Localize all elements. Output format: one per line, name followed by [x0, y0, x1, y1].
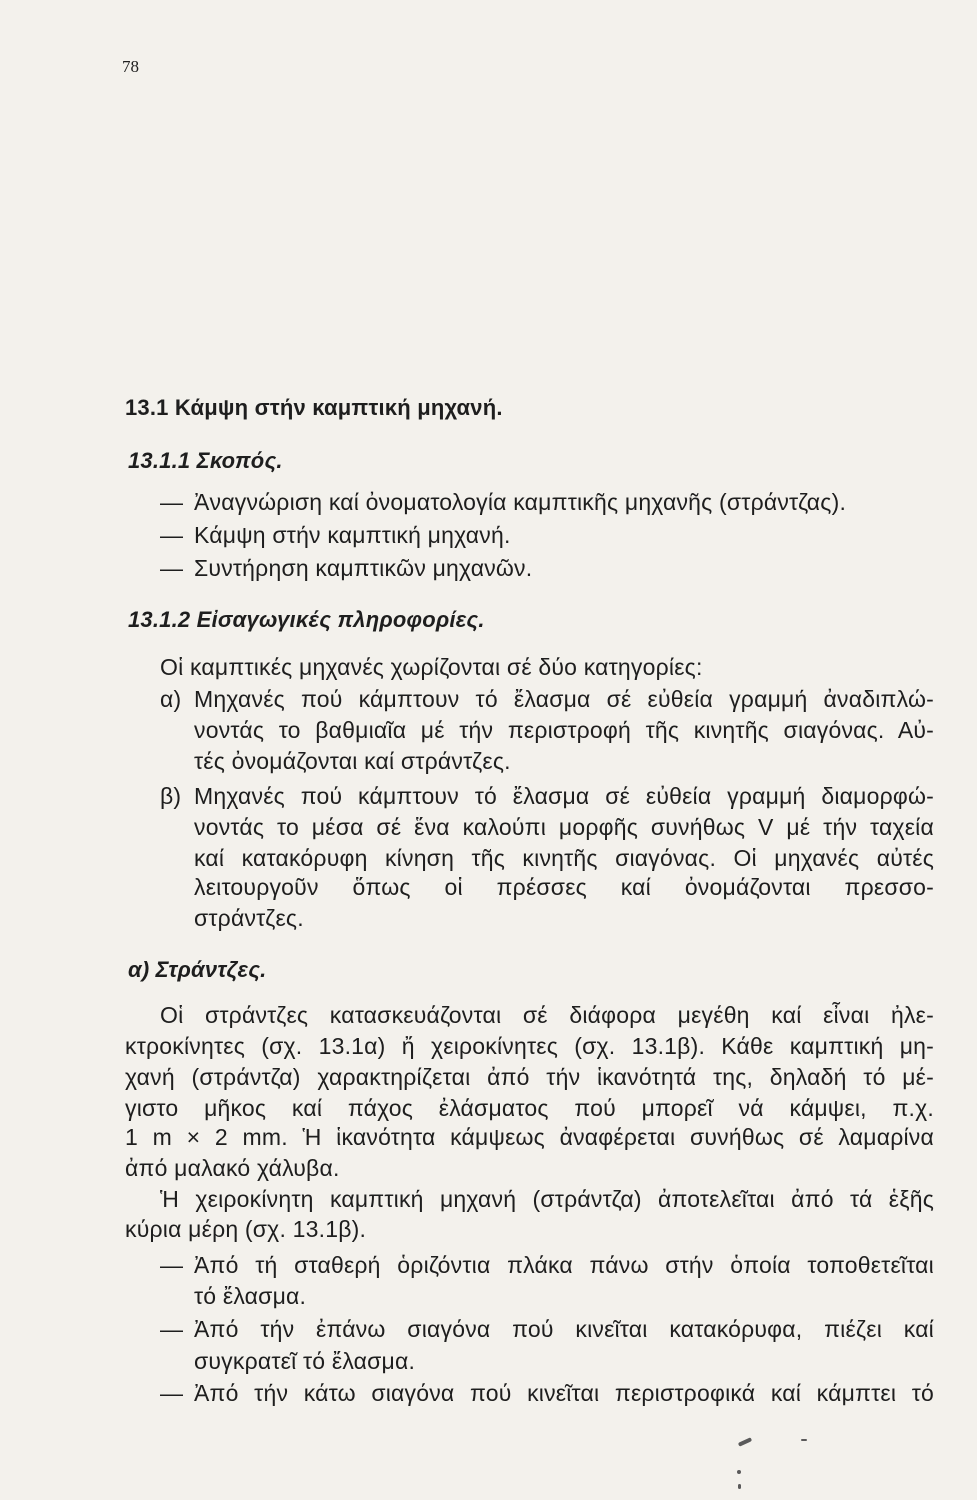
dash: — — [160, 522, 184, 548]
intro-heading: 13.1.2 Εἰσαγωγικές πληροφορίες. — [128, 607, 485, 632]
item-a-label: α) — [160, 686, 182, 712]
scan-speck — [738, 1484, 741, 1489]
scope-item-text: Συντήρηση καμπτικῶν μηχανῶν. — [194, 555, 533, 581]
part-item — [160, 1314, 194, 1344]
paragraph-line: χανή (στράντζα) χαρακτηρίζεται ἀπό τήν ἱκανότητά της, δηλαδή τό μέ- — [125, 1064, 934, 1090]
item-b-line: Μηχανές πού κάμπτουν τό ἔλασμα σέ εὐθεία γραμμή διαμορφώ- — [194, 783, 934, 809]
part-item — [160, 1250, 194, 1280]
dash: — — [160, 555, 184, 581]
dash: — — [160, 489, 184, 515]
scope-item — [160, 487, 846, 517]
item-a-line: Μηχανές πού κάμπτουν τό ἔλασμα σέ εὐθεία γραμμή ἀναδιπλώ- — [194, 686, 934, 712]
item-b-line: στράντζες. — [194, 905, 304, 931]
dash: — — [160, 1252, 184, 1278]
part-line: συγκρατεῖ τό ἔλασμα. — [194, 1348, 416, 1374]
part-line: Ἀπό τήν κάτω σιαγόνα πού κινεῖται περιστροφικά καί κάμπτει τό — [194, 1380, 934, 1406]
part-line: τό ἔλασμα. — [194, 1283, 307, 1309]
strantzes-heading: α) Στράντζες. — [128, 957, 267, 982]
item-b-label: β) — [160, 783, 182, 809]
paragraph-line: Οἱ στράντζες κατασκευάζονται σέ διάφορα μεγέθη καί εἶναι ἠλε- — [160, 1002, 934, 1028]
scan-speck — [737, 1470, 741, 1474]
paragraph-line: κύρια μέρη (σχ. 13.1β). — [125, 1216, 367, 1242]
item-b-line: νοντάς το μέσα σέ ἕνα καλούπι μορφῆς συνήθως V μέ τήν ταχεία — [194, 814, 934, 840]
part-line: Ἀπό τή σταθερή ὁριζόντια πλάκα πάνω στήν ὁποία τοποθετεῖται — [194, 1252, 934, 1278]
section-title: 13.1 Κάμψη στήν καμπτική μηχανή. — [125, 395, 503, 420]
dash: — — [160, 1380, 184, 1406]
scan-speck — [801, 1439, 807, 1441]
item-a-line: τές ὀνομάζονται καί στράντζες. — [194, 748, 511, 774]
item-a-line: νοντάς το βαθμιαῖα μέ τήν περιστροφή τῆς κινητῆς σιαγόνας. Αὐ- — [194, 717, 934, 743]
part-item — [160, 1378, 194, 1408]
scope-item — [160, 520, 511, 550]
paragraph-line: 1 m × 2 mm. Ἡ ἱκανότητα κάμψεως ἀναφέρεται συνήθως σέ λαμαρίνα — [125, 1124, 934, 1150]
dash: — — [160, 1316, 184, 1342]
part-line: Ἀπό τήν ἐπάνω σιαγόνα πού κινεῖται κατακόρυφα, πιέζει καί — [194, 1316, 934, 1342]
page-number: 78 — [122, 57, 139, 76]
scope-item-text: Κάμψη στήν καμπτική μηχανή. — [194, 522, 511, 548]
scope-item-text: Ἀναγνώριση καί ὀνοματολογία καμπτικῆς μηχανῆς (στράντζας). — [194, 489, 847, 515]
intro-lead: Οἱ καμπτικές μηχανές χωρίζονται σέ δύο κατηγορίες: — [160, 654, 703, 680]
paragraph-line: γιστο μῆκος καί πάχος ἐλάσματος πού μπορεῖ νά κάμψει, π.χ. — [125, 1095, 934, 1121]
scope-item — [160, 553, 532, 583]
item-b-line: λειτουργοῦν ὅπως οἱ πρέσσες καί ὀνομάζονται πρεσσο- — [194, 874, 934, 900]
paragraph-line: Ἡ χειροκίνητη καμπτική μηχανή (στράντζα) ἀποτελεῖται ἀπό τά ἑξῆς — [160, 1186, 934, 1212]
paragraph-line: κτροκίνητες (σχ. 13.1α) ἤ χειροκίνητες (σχ. 13.1β). Κάθε καμπτική μη- — [125, 1033, 934, 1059]
scan-speck — [738, 1437, 752, 1447]
item-b-line: καί κατακόρυφη κίνηση τῆς κινητῆς σιαγόνας. Οἱ μηχανές αὐτές — [194, 845, 934, 871]
paragraph-line: ἀπό μαλακό χάλυβα. — [125, 1155, 340, 1181]
scope-heading: 13.1.1 Σκοπός. — [128, 448, 283, 473]
